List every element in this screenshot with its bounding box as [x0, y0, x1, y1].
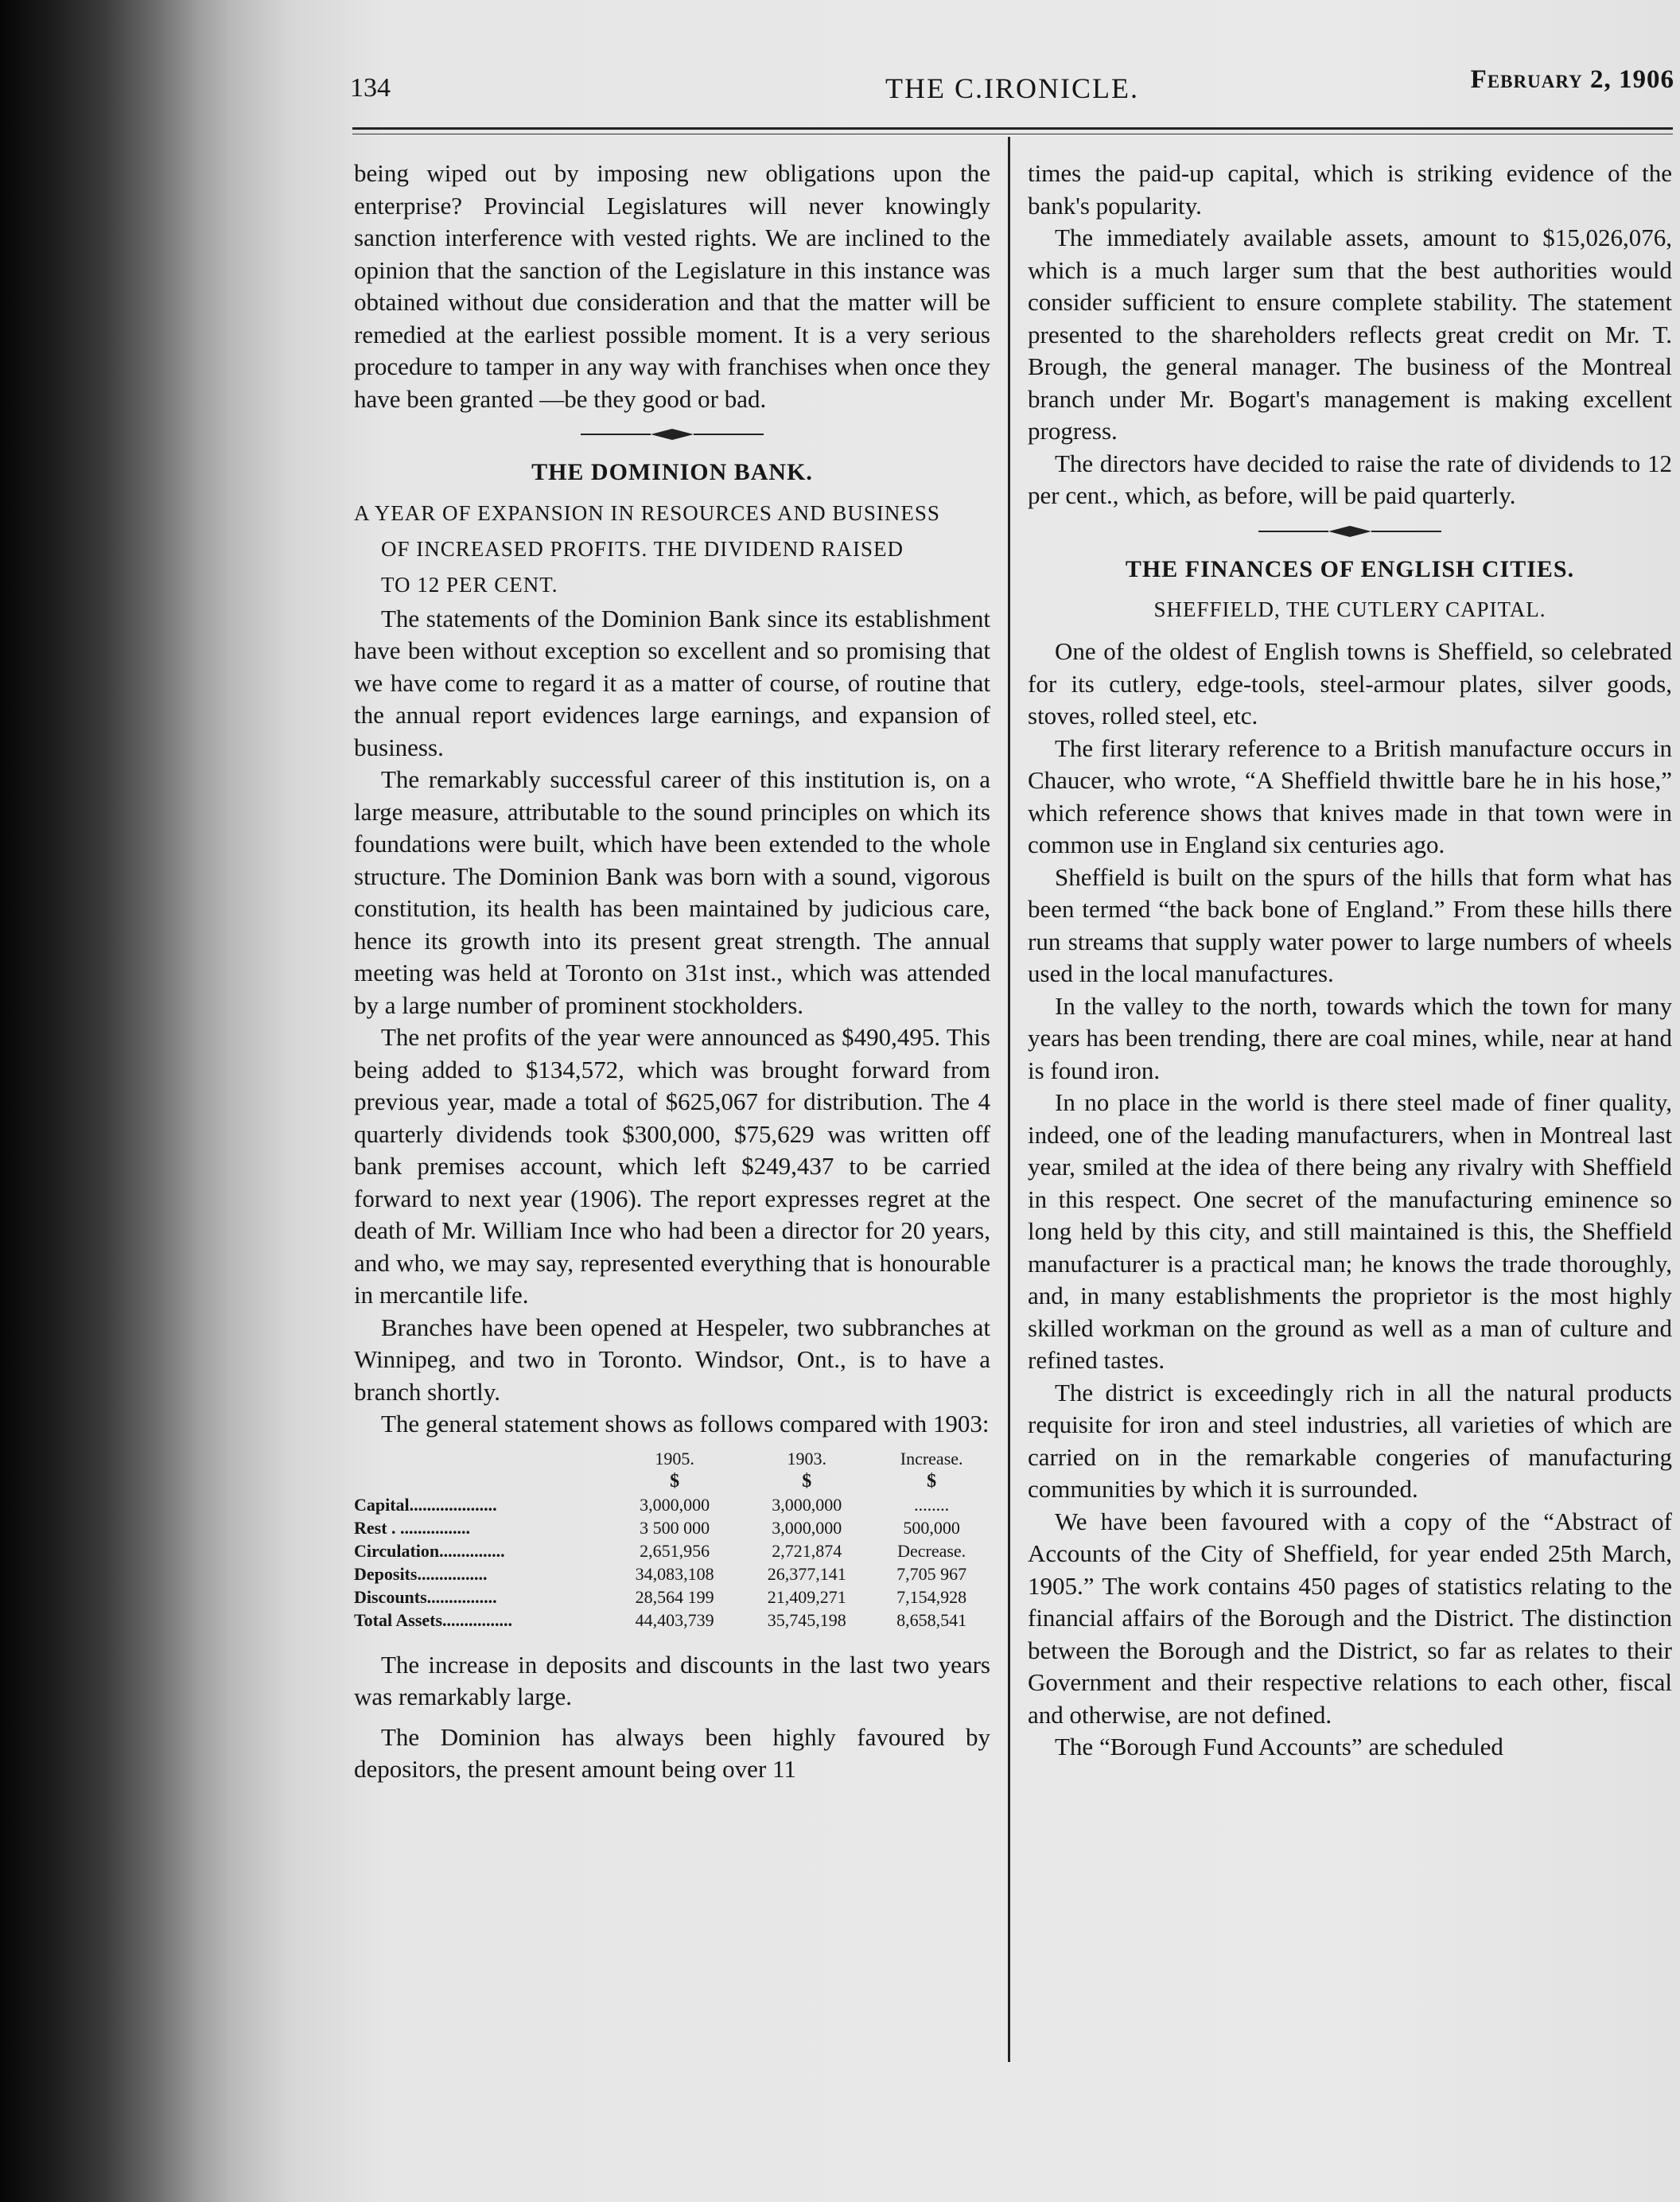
right-column [1028, 158, 1672, 1764]
column-divider [1008, 137, 1010, 2062]
paragraph: One of the oldest of English towns is Sheffield, so celebrated for its cutlery, edge-tools, steel-armour plates, silver goods, stoves, rolled steel, etc. [1028, 637, 1672, 729]
paragraph: The statements of the Dominion Bank since its establishment have been without exception so excellent and so promising that we have come to regard it as a matter of course, of routine that the annual report evidences large earnings, and expansion of business. [354, 604, 990, 761]
table-cell: 21,409,271 [767, 1586, 846, 1607]
table-cell: 8,658,541 [896, 1609, 967, 1630]
table-row [354, 1609, 990, 1632]
section-title-english-cities: THE FINANCES OF ENGLISH CITIES. [1125, 555, 1575, 582]
table-unit-cell: $ [670, 1470, 680, 1492]
paragraph: The first literary reference to a British manufacture occurs in Chaucer, who wrote, “A Sheffield thwittle bare he in his hose,” which reference shows that knives made in that town were in common use in England six centuries ago. [1028, 733, 1672, 858]
table-cell: 500,000 [903, 1517, 960, 1538]
paragraph: times the paid-up capital, which is striking evidence of the bank's popularity. [1028, 159, 1672, 220]
paragraph: We have been favoured with a copy of the “Abstract of Accounts of the City of Sheffield, for year ended 25th March, 1905.” The work contains 450 pages of statistics relating to the financial affairs of the Borough and the District. The distinction between the Borough and the District, so far as relates to their Government and their respective relations to each other, fiscal and otherwise, are not defined. [1028, 1507, 1672, 1729]
left-column [354, 158, 990, 1786]
table-unit-cell: $ [802, 1470, 812, 1492]
table-cell: 2,721,874 [772, 1540, 842, 1561]
table-cell: 3,000,000 [640, 1494, 710, 1515]
table-cell: 28,564 199 [635, 1586, 714, 1607]
table-header-cell [354, 1447, 609, 1470]
paragraph: The increase in deposits and discounts in the last two years was remarkably large. [354, 1650, 990, 1710]
table-unit-cell: $ [927, 1470, 937, 1492]
journal-title: THE C.IRONICLE. [885, 72, 1139, 104]
table-cell: 2,651,956 [640, 1540, 710, 1561]
page-header [350, 65, 1674, 113]
table-cell: 34,083,108 [635, 1563, 714, 1584]
issue-date: February 2, 1906 [1470, 65, 1674, 94]
table-row-label: Capital.................... [354, 1494, 497, 1515]
table-header-cell: 1905. [655, 1448, 694, 1469]
paragraph: The directors have decided to raise the rate of dividends to 12 per cent., which, as before, will be paid quarterly. [1028, 449, 1672, 509]
section-subtitle: SHEFFIELD, THE CUTLERY CAPITAL. [1153, 597, 1546, 621]
table-header-cell: 1903. [787, 1448, 826, 1469]
section-ornament [354, 425, 990, 452]
table-row [354, 1562, 990, 1585]
paragraph: In the valley to the north, towards which the town for many years has been trending, there are coal mines, while, near at hand is found iron. [1028, 991, 1672, 1084]
table-cell: ........ [914, 1494, 950, 1515]
table-cell: 7,154,928 [896, 1586, 967, 1607]
table-cell: 44,403,739 [635, 1609, 714, 1630]
table-unit-cell [354, 1470, 609, 1493]
table-cell: 35,745,198 [767, 1609, 846, 1630]
book-binding-edge [0, 0, 239, 2202]
table-row [354, 1539, 990, 1562]
table-cell: 3,000,000 [772, 1494, 842, 1515]
paragraph: Sheffield is built on the spurs of the hills that form what has been termed “the back bone of England.” From these hills there run streams that supply water power to large numbers of wheels used in the local manufactures. [1028, 862, 1672, 987]
table-unit-row [354, 1470, 990, 1493]
table-row-label: Rest . ................ [354, 1517, 471, 1538]
table-cell: 7,705 967 [896, 1563, 967, 1584]
paragraph: Branches have been opened at Hespeler, two subbranches at Winnipeg, and two in Toronto. Windsor, Ont., is to have a branch shortly. [354, 1313, 990, 1406]
table-cell: Decrease. [897, 1540, 966, 1561]
paragraph: The “Borough Fund Accounts” are scheduled [1055, 1733, 1503, 1760]
paragraph: The district is exceedingly rich in all the natural products requisite for iron and steel industries, all varieties of which are carried on in the remarkable congeries of manufacturing communities by which it is surrounded. [1028, 1378, 1672, 1503]
paragraph: In no place in the world is there steel made of finer quality, indeed, one of the leading manufacturers, when in Montreal last year, smiled at the idea of there being any rivalry with Sheffield in this respect. One secret of the manufacturing eminence so long held by this city, and still maintained is this, the Sheffield manufacturer is a practical man; he knows the trade thoroughly, and, in many establishments the proprietor is the most highly skilled workman on the ground as well as a man of culture and refined tastes. [1028, 1088, 1672, 1374]
table-row-label: Total Assets................ [354, 1609, 513, 1630]
table-row [354, 1585, 990, 1609]
newspaper-page [227, 0, 1680, 2202]
paragraph: The Dominion has always been highly favoured by depositors, the present amount being over 11 [354, 1722, 990, 1783]
section-ornament [1028, 522, 1672, 549]
paragraph: The net profits of the year were announced as $490,495. This being added to $134,572, which was brought forward from previous year, made a total of $625,067 for distribution. The 4 quarterly dividends took $300,000, $75,629 was written off bank premises account, which left $249,437 to be carried forward to next year (1906). The report expresses regret at the death of Mr. William Ince who had been a director for 20 years, and who, we may say, represented everything that is honourable in mercantile life. [354, 1023, 990, 1309]
table-row-label: Circulation............... [354, 1540, 505, 1561]
header-rule [352, 127, 1673, 130]
paragraph: The remarkably successful career of this institution is, on a large measure, attributable to the sound principles on which its foundations were built, which have been extended to the whole structure. The Dominion Bank was born with a sound, vigorous constitution, its health has been maintained by judicious care, hence its growth into its present great strength. The annual meeting was held at Toronto on 31st inst., which was attended by a large number of prominent stockholders. [354, 765, 990, 1019]
subtitle-line: A YEAR OF EXPANSION IN RESOURCES AND BUSINESS [354, 500, 940, 525]
paragraph: The general statement shows as follows compared with 1903: [381, 1410, 990, 1438]
table-header-row [354, 1447, 990, 1470]
paragraph: being wiped out by imposing new obligations upon the enterprise? Provincial Legislatures will never knowingly sanction interference with vested rights. We are inclined to the opinion that the sanction of the Legislature in this instance was obtained without due consideration and that the matter will be remedied at the earliest possible moment. It is a very serious procedure to tamper in any way with franchises when once they have been granted —be they good or bad. [354, 159, 990, 413]
table-cell: 3 500 000 [640, 1517, 710, 1538]
table-cell: 3,000,000 [772, 1517, 842, 1538]
subtitle-line: TO 12 PER CENT. [381, 572, 558, 597]
page-number: 134 [350, 73, 391, 103]
table-row [354, 1493, 990, 1516]
general-statement-table [354, 1447, 990, 1632]
table-header-cell: Increase. [900, 1448, 963, 1469]
paragraph: The immediately available assets, amount to $15,026,076, which is a much larger sum that the best authorities would consider sufficient to ensure complete stability. The statement presented to the shareholders reflects great credit on Mr. T. Brough, the general manager. The business of the Montreal branch under Mr. Bogart's management is making excellent progress. [1028, 224, 1672, 445]
subtitle-line: OF INCREASED PROFITS. THE DIVIDEND RAISED [381, 536, 904, 561]
section-subtitle [354, 496, 990, 603]
table-cell: 26,377,141 [767, 1563, 846, 1584]
table-row [354, 1516, 990, 1539]
table-row-label: Deposits................ [354, 1563, 488, 1584]
section-title-dominion-bank: THE DOMINION BANK. [531, 459, 813, 485]
table-row-label: Discounts................ [354, 1586, 497, 1607]
